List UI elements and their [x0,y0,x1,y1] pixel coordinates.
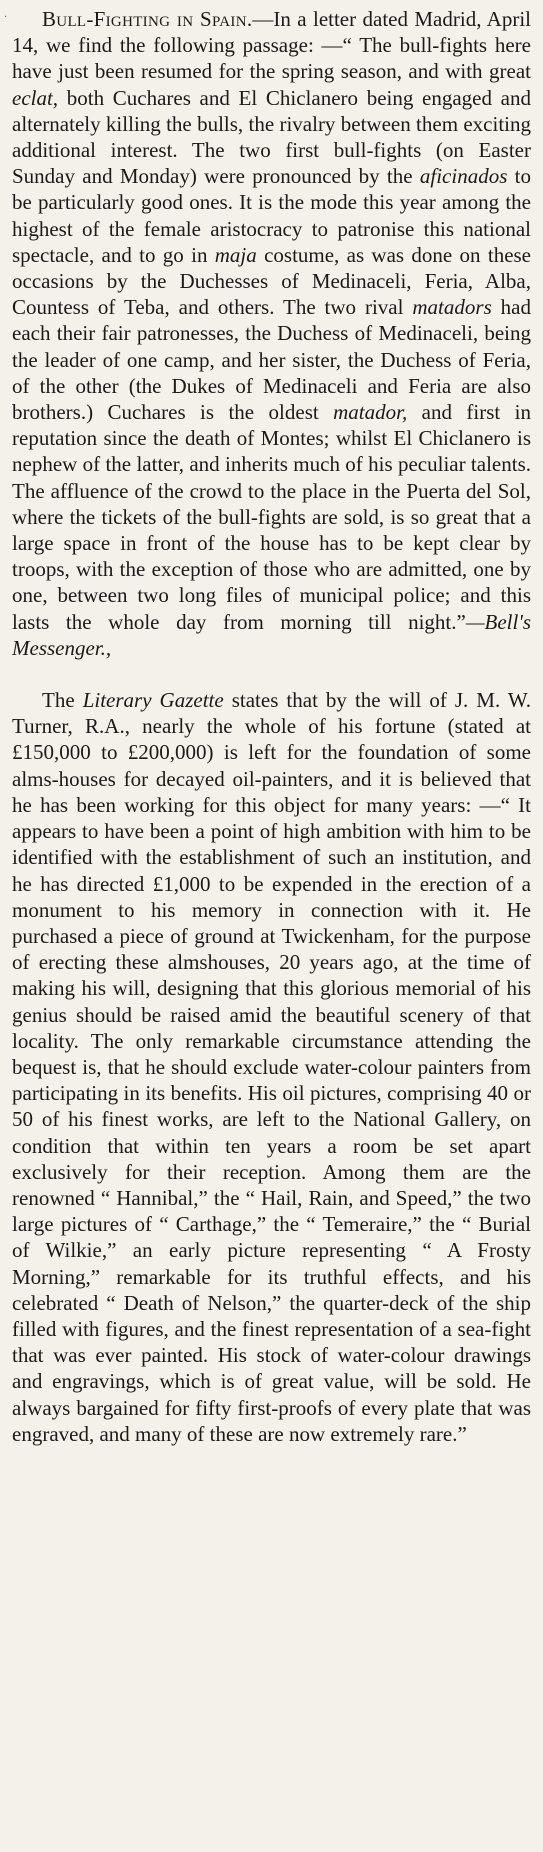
article-turner-bequest [12,687,531,1447]
article-bull-fighting-italic-text: aficinados [419,164,508,189]
article-bull-fighting-body [12,7,531,660]
article-turner-bequest-text: states that by the will of J. M. W. Turner, R.A., nearly the whole of his fortune (stated at £150,000 to £200,000) is left for the foundation of some alms-houses for decayed oil-painters, and it is believed that he has been working for this object for many years: —“ It appears to have been a point of high ambition with him to be identified with the establishment of such an institution, and he has directed £1,000 to be expended in the erection of a monument to his memory in connection with it. He purchased a piece of ground at Twickenham, for the purpose of erecting these almshouses, 20 years ago, at the time of making his will, designing that this glorious memorial of his genius should be raised amid the beautiful scenery of that locality. The only remarkable circumstance attending the bequest is, that he should exclude water-colour painters from participating in its benefits. His oil pictures, comprising 40 or 50 of his finest works, are left to the National Gallery, on condition that within ten years a room be set apart exclusively for their reception. Among them are the renowned “ Hannibal,” the “ Hail, Rain, and Speed,” the two large pictures of “ Carthage,” the “ Temeraire,” the “ Burial of Wilkie,” an early picture representing “ A Frosty Morning,” remarkable for its truthful effects, and his celebrated “ Death of Nelson,” the quarter-deck of the ship filled with figures, and the finest representation of a sea-fight that was ever painted. His stock of water-colour drawings and engravings, which is of great value, will be sold. He always bargained for fifty first-proofs of every plate that was engraved, and many of these are now extremely rare.” [12,688,532,1446]
margin-speck: · [4,12,8,23]
article-turner-bequest-body [12,688,531,1446]
article-bull-fighting [12,6,531,661]
article-bull-fighting-italic-text: eclat, [12,85,59,110]
article-bull-fighting-text: and first in reputation since the death of Montes; whilst El Chiclanero is nephew of the latter, and inherits much of his peculiar talents. The affluence of the crowd to the place in the Puerta del Sol, where the tickets of the bull-fights are sold, is so great that a large space in front of the house has to be kept clear by troops, with the exception of those who are admitted, one by one, between two long files of municipal police; and this lasts the whole day from morning till night.” [12,400,531,634]
article-bull-fighting-text: both Cuchares and El Chiclanero being engaged and alternately killing the bulls, the rivalry between them exciting additional interest. The two first bull-fights (on Easter Sunday and Monday) were pronounced by the [12,85,531,189]
article-bull-fighting-italic-text: matador, [333,400,408,425]
article-bull-fighting-italic-text: —Bell's Messenger., [12,609,531,660]
article-turner-bequest-text: The [42,688,83,713]
article-bull-fighting-text: had each their fair patronesses, the Duchess of Medinaceli, being the leader of one camp, and her sister, the Duchess of Feria, of the other (the Dukes of Medinaceli and Feria are also brothers.) Cuchares is the oldest [12,295,531,425]
article-bull-fighting-text: to be particularly good ones. It is the mode this year among the highest of the female aristocracy to patronise this national spectacle, and to go in [12,164,531,267]
article-bull-fighting-italic-text: maja [214,242,257,267]
article-bull-fighting-italic-text: matadors [412,295,492,320]
article-bull-fighting-text: costume, as was done on these occasions by the Duchesses of Medinaceli, Feria, Alba, Countess of Teba, and others. The two rival [12,242,532,320]
article-headline: Bull-Fighting in Spain. [42,7,253,31]
article-turner-bequest-italic-text: Literary Gazette [82,688,224,713]
article-bull-fighting-text: —In a letter dated Madrid, April 14, we find the following passage: —“ The bull-fights here have just been resumed for the spring season, and with great [12,7,532,84]
